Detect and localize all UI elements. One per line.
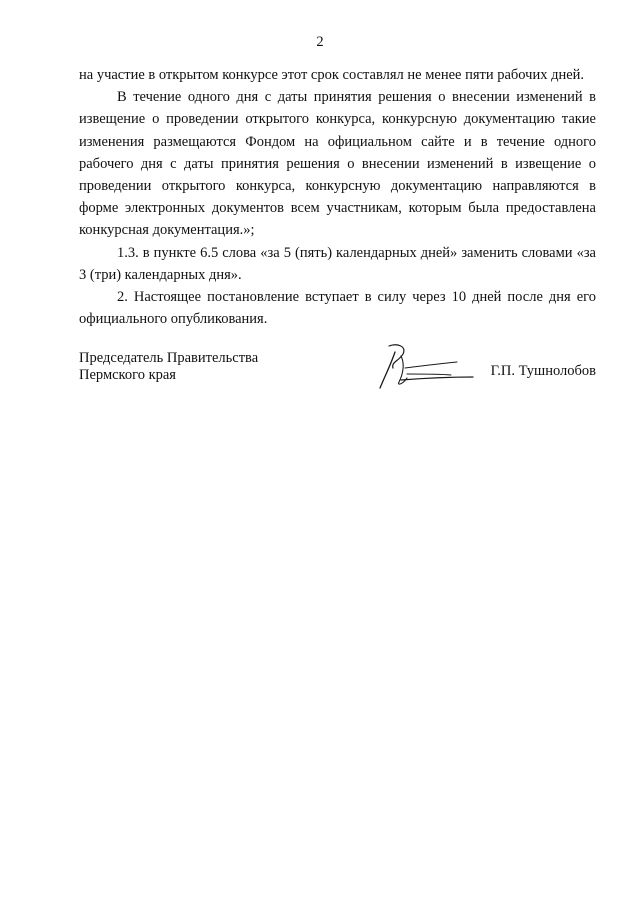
signatory-name: Г.П. Тушнолобов <box>490 363 596 379</box>
document-body <box>79 64 596 330</box>
signature-block <box>79 350 596 400</box>
paragraph-item-2: 2. Настоящее постановление вступает в силу через 10 дней после дня его официального опубликования. <box>79 289 596 328</box>
page-number: 2 <box>316 34 324 50</box>
handwritten-signature <box>377 344 477 390</box>
signatory-region: Пермского края <box>79 367 176 383</box>
paragraph-item-1-3: 1.3. в пункте 6.5 слова «за 5 (пять) календарных дней» заменить словами «за 3 (три) календарных дня». <box>79 244 596 283</box>
paragraph-amendment-notice: В течение одного дня с даты принятия решения о внесении изменений в извещение о проведении открытого конкурса, конкурсную документацию такие изменения размещаются Фондом на официальном сайте и в течение одного рабочего дня с даты принятия решения о внесении изменений в извещение о проведении открытого конкурса, конкурсную документацию направляются в форме электронных документов всем участникам, которым была предоставлена конкурсная документация.»; <box>79 89 596 239</box>
signatory-position: Председатель Правительства <box>79 350 259 366</box>
paragraph-continuation: на участие в открытом конкурсе этот срок составлял не менее пяти рабочих дней. <box>79 67 585 83</box>
